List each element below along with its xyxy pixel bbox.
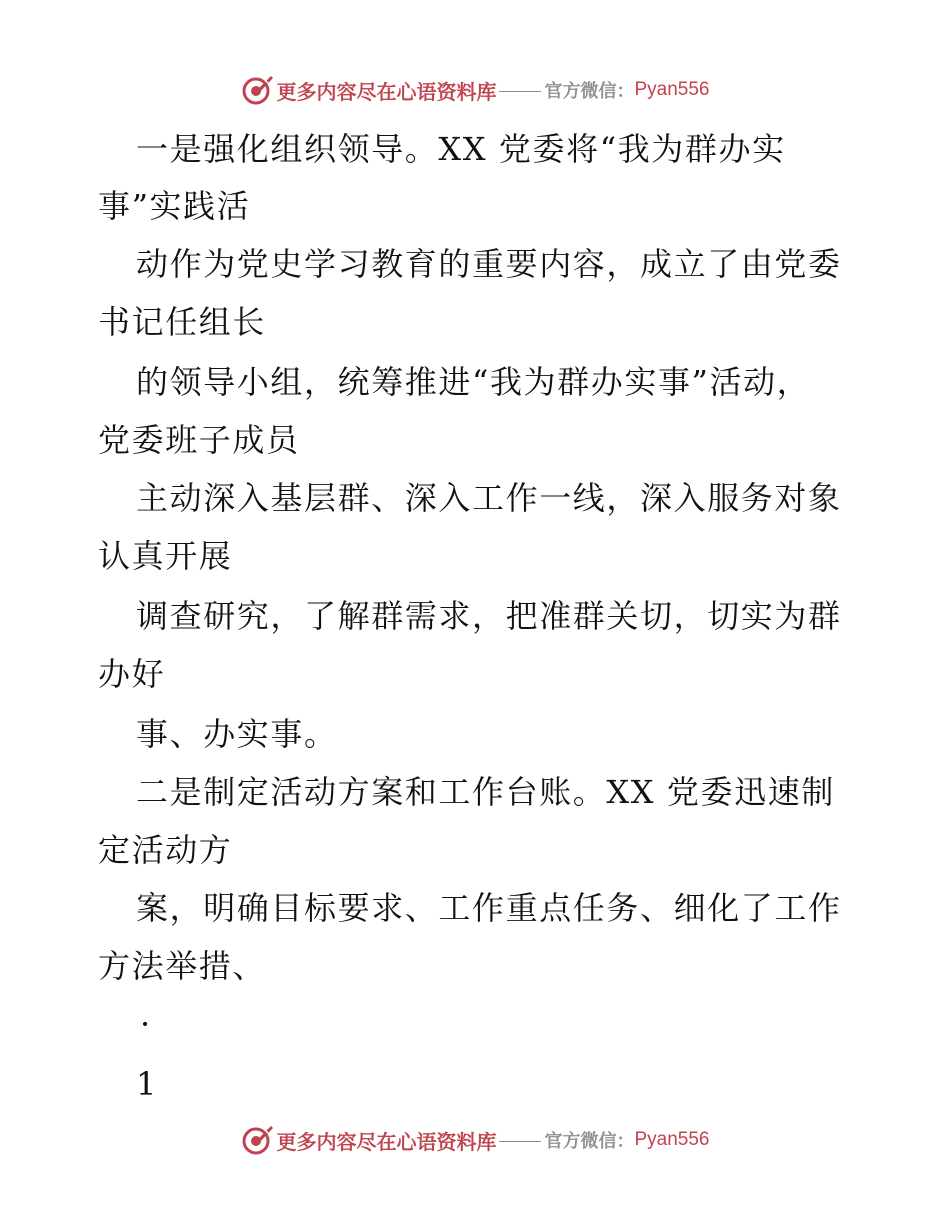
paragraph-4-second-line: 认真开展 [98,537,233,575]
paragraph-1-second-line: 事”实践活 [98,187,251,225]
banner-wechat-id: Pyan556 [634,79,710,100]
paragraph-6-first-line: 事、办实事。 [136,715,338,753]
banner-wechat-label: 官方微信： [544,81,635,102]
paragraph-3-first-line: 的领导小组，统筹推进“我为群办实事”活动， [136,363,811,401]
banner-text: 更多内容尽在心语资料库 [276,79,497,104]
quill-logo-icon [240,73,274,107]
paragraph-1-first-line: 一是强化组织领导。XX 党委将“我为群办实 [136,130,786,168]
banner-text: 更多内容尽在心语资料库 [276,1129,497,1154]
page-number: 1 [136,1065,157,1103]
banner-dash [499,1141,541,1142]
banner-dash [499,91,541,92]
paragraph-3-second-line: 党委班子成员 [98,421,300,459]
banner-wechat-label: 官方微信： [544,1131,635,1152]
footer-banner [0,1122,950,1158]
header-banner [0,72,950,108]
paragraph-8-second-line: 方法举措、 [98,947,267,985]
bullet-dot: · [140,1005,152,1043]
paragraph-7-first-line: 二是制定活动方案和工作台账。XX 党委迅速制 [136,773,835,811]
quill-logo-icon [240,1123,274,1157]
paragraph-7-second-line: 定活动方 [98,831,233,869]
banner-wechat-id: Pyan556 [634,1129,710,1150]
paragraph-5-first-line: 调查研究，了解群需求，把准群关切，切实为群 [136,597,842,635]
paragraph-4-first-line: 主动深入基层群、深入工作一线，深入服务对象 [136,479,842,517]
paragraph-2-second-line: 书记任组长 [98,303,267,341]
paragraph-2-first-line: 动作为党史学习教育的重要内容，成立了由党委 [136,245,842,283]
paragraph-8-first-line: 案，明确目标要求、工作重点任务、细化了工作 [136,889,842,927]
paragraph-5-second-line: 办好 [98,655,166,693]
